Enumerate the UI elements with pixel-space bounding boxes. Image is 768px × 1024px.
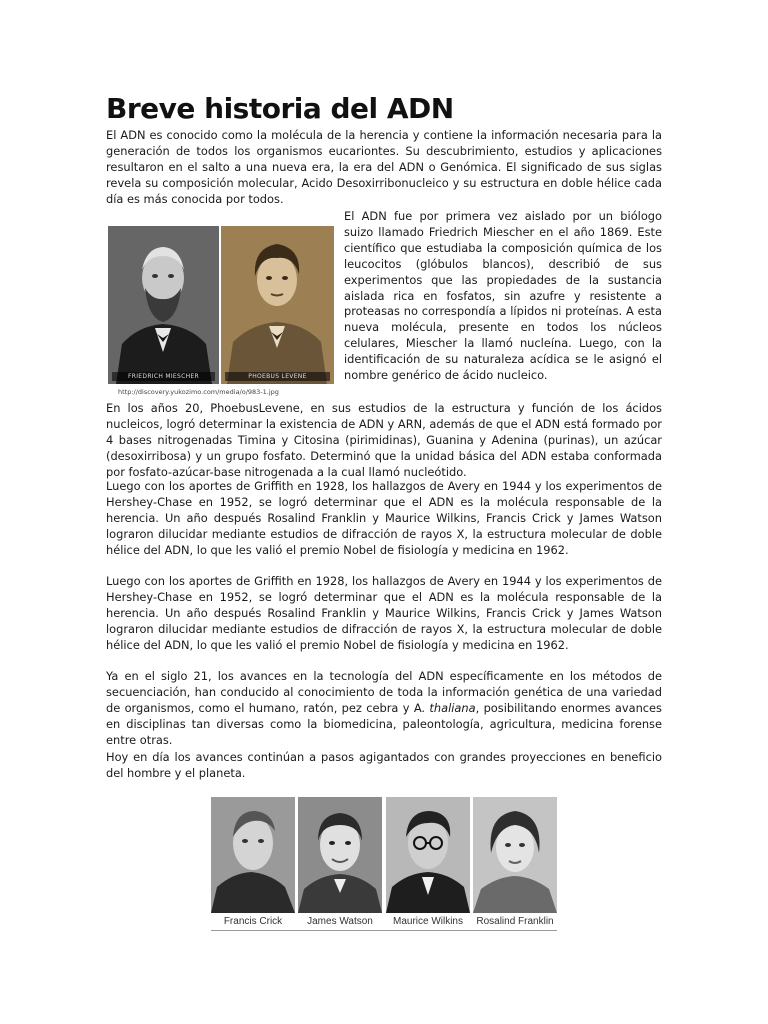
siglo21-paragraph	[106, 669, 662, 749]
griffith-paragraph-1: Luego con los aportes de Griffith en 1928, los hallazgos de Avery en 1944 y los experimentos de Hershey-Chase en 1952, se logró determinar que el ADN es la molécula responsable de la herencia. Un año después Rosalind Franklin y Maurice Wilkins, Francis Crick y James Watson lograron dilucidar mediante estudios de difracción de rayos X, la estructura molecular de doble hélice del ADN, lo que les valió el premio Nobel de fisiología y medicina en 1962.	[106, 479, 662, 557]
franklin-photo	[473, 797, 557, 913]
portrait-label: James Watson	[307, 916, 373, 927]
miescher-plate: FRIEDRICH MIESCHER	[112, 372, 215, 381]
hoy-paragraph: Hoy en día los avances continúan a pasos agigantados con grandes proyecciones en beneficio del hombre y el planeta.	[106, 750, 662, 780]
levene-plate: PHOEBUS LEVENE	[225, 372, 330, 381]
siglo21-text-b: , posibilitando enormes avances en disciplinas tan diversas como la biomedicina, paleontología, agricultura, medicina forense entre otras.	[106, 700, 662, 747]
photo-caption: http://discovery.yukozimo.com/media/o/983-1.jpg	[118, 388, 279, 396]
levene-portrait	[221, 226, 334, 384]
portrait-label: Maurice Wilkins	[392, 916, 463, 927]
miescher-levene-photo	[108, 226, 334, 384]
portrait-underline	[211, 930, 557, 931]
page-title: Breve historia del ADN	[106, 92, 454, 125]
portrait-label: Francis Crick	[223, 916, 283, 927]
nobel-portraits	[211, 797, 557, 931]
levene-paragraph: En los años 20, PhoebusLevene, en sus estudios de la estructura y función de los ácidos nucleicos, logró determinar la existencia de ADN y ARN, además de que el ADN está formado por 4 bases nitrogenadas Timina y Citosina (pirimidinas), Guanina y Adenina (purinas), un azúcar (desoxirribosa) y un grupo fosfato. Determinó que la unidad básica del ADN estaba conformada por fosfato-azúcar-base nitrogenada a la cual llamó nucleótido.	[106, 401, 662, 479]
intro-paragraph: El ADN es conocido como la molécula de la herencia y contiene la información necesaria para la generación de todos los organismos eucariontes. Su descubrimiento, estudios y aplicaciones resultaron en el salto a una nueva era, la era del ADN o Genómica. El significado de sus siglas revela su composición molecular, Acido Desoxirribonucleico y su estructura en doble hélice cada día es más conocida por todos.	[106, 128, 662, 206]
miescher-paragraph: El ADN fue por primera vez aislado por un biólogo suizo llamado Friedrich Miescher en el año 1869. Este científico que estudiaba la composición química de los leucocitos (glóbulos blancos), describió de sus experimentos que las propiedades de la sustancia aislada rica en fosfatos, sin azufre y resistente a proteasas no correspondía a lípidos ni proteínas. A esta nueva molécula, presente en todos los núcleos celulares, Miescher la llamó nucleína. Luego, con la identificación de su naturaleza acídica se le asignó el nombre genérico de ácido nucleico.	[344, 209, 662, 383]
portrait-label: Rosalind Franklin	[476, 916, 554, 927]
crick-photo	[211, 797, 295, 913]
watson-photo	[298, 797, 382, 913]
griffith-paragraph-2: Luego con los aportes de Griffith en 1928, los hallazgos de Avery en 1944 y los experimentos de Hershey-Chase en 1952, se logró determinar que el ADN es la molécula responsable de la herencia. Un año después Rosalind Franklin y Maurice Wilkins, Francis Crick y James Watson lograron dilucidar mediante estudios de difracción de rayos X, la estructura molecular de doble hélice del ADN, lo que les valió el premio Nobel de fisiología y medicina en 1962.	[106, 574, 662, 652]
siglo21-text-a: Ya en el siglo 21, los avances en la tecnología del ADN específicamente en los métodos de secuenciación, han conducido al conocimiento de toda la información genética de una variedad de organismos, como el humano, ratón, pez cebra y A.	[106, 669, 662, 715]
wilkins-photo	[386, 797, 470, 913]
species-italic: thaliana	[429, 700, 476, 715]
miescher-portrait	[108, 226, 219, 384]
